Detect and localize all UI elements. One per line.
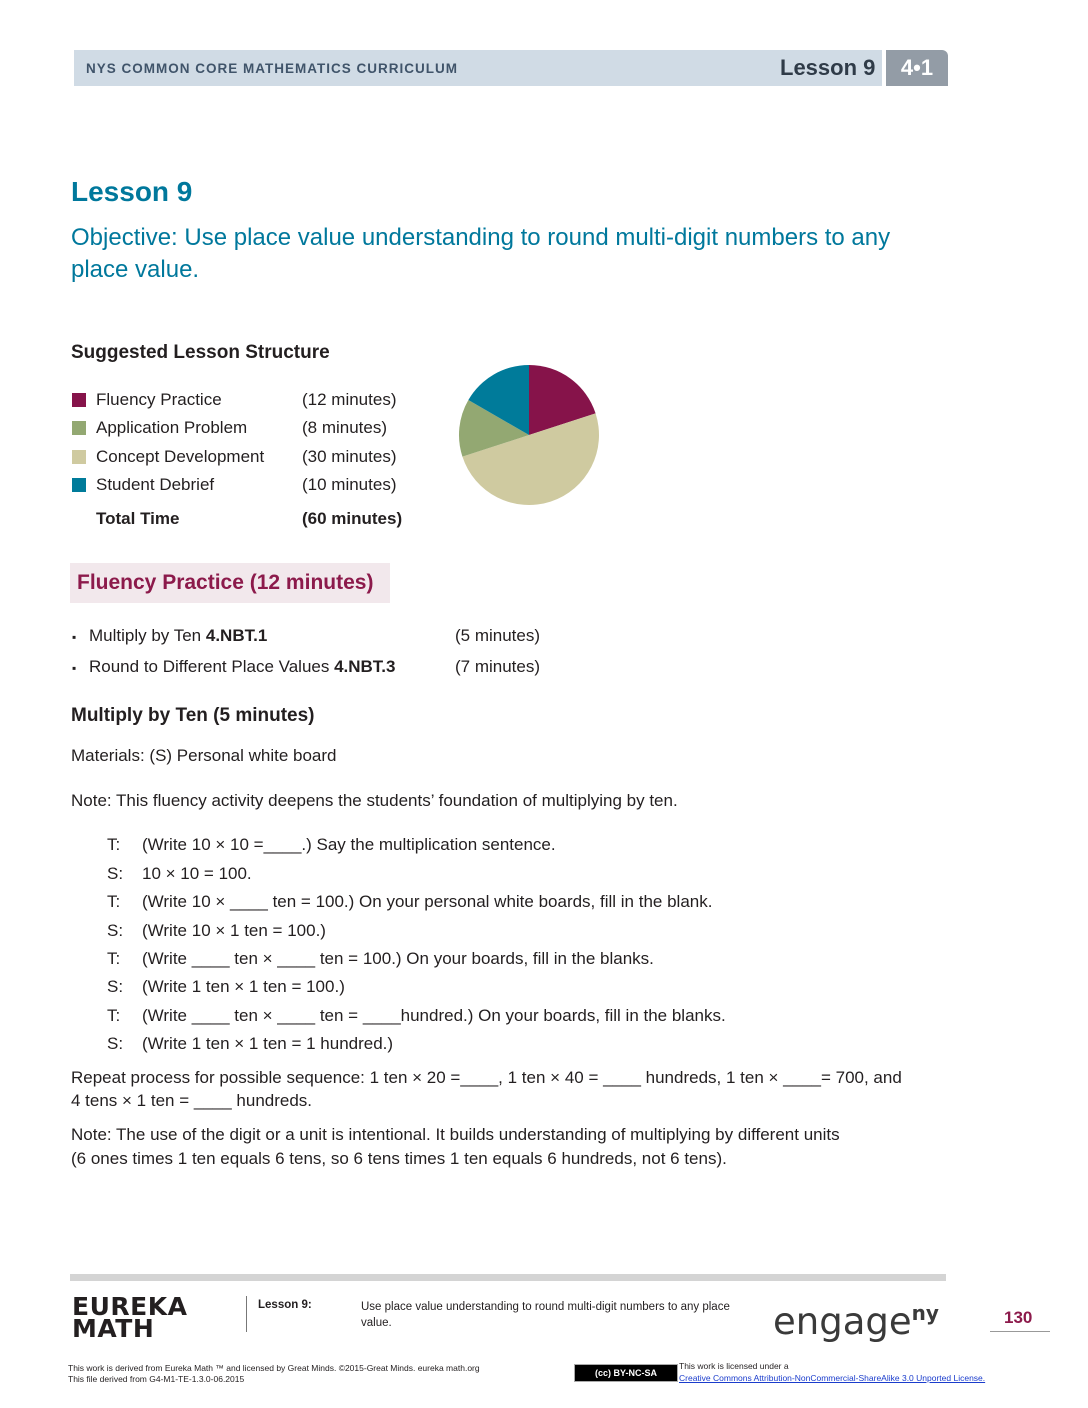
dialog-line bbox=[107, 1034, 393, 1054]
license-left bbox=[68, 1363, 480, 1385]
header-lesson: Lesson 9 bbox=[780, 55, 876, 80]
dialog-line bbox=[107, 864, 252, 884]
fluency-item-text: Round to Different Place Values bbox=[89, 657, 335, 676]
footer-lesson-label: Lesson 9: bbox=[258, 1299, 312, 1311]
dialog-text: (Write ____ ten × ____ ten = ____hundred.) On your boards, fill in the blanks. bbox=[142, 1006, 726, 1025]
objective: Objective: Use place value understanding to round multi-digit numbers to any place value. bbox=[71, 224, 891, 283]
module-badge: 4•1 bbox=[886, 50, 948, 86]
fluency-item bbox=[72, 657, 540, 679]
speaker: T: bbox=[107, 835, 121, 854]
speaker: T: bbox=[107, 949, 121, 968]
page-number: 130 bbox=[1004, 1308, 1033, 1327]
structure-total bbox=[72, 508, 402, 530]
speaker: S: bbox=[107, 977, 124, 996]
structure-item-label: Concept Development bbox=[96, 447, 265, 466]
dialog-line bbox=[107, 977, 345, 997]
fluency-item-standard: 4.NBT.3 bbox=[334, 657, 396, 676]
concept-swatch bbox=[72, 450, 86, 464]
cc-license-badge: (cc) BY-NC-SA bbox=[574, 1364, 678, 1382]
bullet-icon: ▪ bbox=[72, 661, 77, 675]
speaker: T: bbox=[107, 892, 121, 911]
fluency-swatch bbox=[72, 393, 86, 407]
structure-item-label: Student Debrief bbox=[96, 475, 215, 494]
structure-item-fluency bbox=[72, 389, 396, 411]
bullet-icon: ▪ bbox=[72, 630, 77, 644]
repeat-line-2: 4 tens × 1 ten = ____ hundreds. bbox=[71, 1091, 313, 1110]
speaker: S: bbox=[107, 864, 124, 883]
dialog-text: (Write 10 × ____ ten = 100.) On your personal white boards, fill in the blank. bbox=[142, 892, 713, 911]
engageny-logo bbox=[773, 1300, 939, 1343]
note-2-line-2: (6 ones times 1 ten equals 6 tens, so 6 tens times 1 ten equals 6 hundreds, not 6 tens). bbox=[71, 1149, 727, 1168]
note-2-line-1: Note: The use of the digit or a unit is intentional. It builds understanding of multiplying by different units bbox=[71, 1125, 840, 1144]
speaker: S: bbox=[107, 1034, 124, 1053]
structure-item-application bbox=[72, 417, 387, 439]
lesson-structure-pie-chart bbox=[456, 362, 602, 508]
eureka-logo-line-1: EUREKA bbox=[72, 1292, 188, 1321]
dialog-text: (Write 1 ten × 1 ten = 100.) bbox=[142, 977, 345, 996]
license-line-1: This work is derived from Eureka Math ™ and licensed by Great Minds. ©2015-Great Minds. eureka math.org bbox=[68, 1363, 480, 1373]
license-right bbox=[679, 1360, 985, 1384]
speaker: S: bbox=[107, 921, 124, 940]
structure-item-concept bbox=[72, 446, 396, 468]
total-time: (60 minutes) bbox=[302, 509, 403, 528]
fluency-item-text: Multiply by Ten bbox=[89, 626, 206, 645]
dialog-text: (Write 1 ten × 1 ten = 1 hundred.) bbox=[142, 1034, 394, 1053]
fluency-item-standard: 4.NBT.1 bbox=[205, 626, 268, 645]
license-right-line-1: This work is licensed under a bbox=[679, 1361, 789, 1371]
fluency-item bbox=[72, 626, 540, 648]
fluency-item-time: (7 minutes) bbox=[455, 657, 541, 676]
multiply-title: Multiply by Ten (5 minutes) bbox=[71, 705, 315, 726]
dialog-line bbox=[107, 892, 712, 912]
speaker: T: bbox=[107, 1006, 121, 1025]
dialog-line bbox=[107, 835, 556, 855]
structure-item-time: (10 minutes) bbox=[302, 475, 397, 494]
license-link[interactable]: Creative Commons Attribution-NonCommercial-ShareAlike 3.0 Unported License. bbox=[679, 1373, 986, 1383]
lesson-title: Lesson 9 bbox=[71, 176, 193, 207]
footer-rule bbox=[70, 1274, 946, 1281]
structure-item-time: (12 minutes) bbox=[302, 390, 397, 409]
note-1: Note: This fluency activity deepens the students’ foundation of multiplying by ten. bbox=[71, 791, 678, 810]
dialog-line bbox=[107, 921, 326, 941]
dialog-text: (Write ____ ten × ____ ten = 100.) On your boards, fill in the blanks. bbox=[142, 949, 654, 968]
structure-item-label: Application Problem bbox=[96, 418, 248, 437]
structure-title: Suggested Lesson Structure bbox=[71, 342, 330, 363]
materials: Materials: (S) Personal white board bbox=[71, 746, 337, 765]
application-swatch bbox=[72, 421, 86, 435]
dialog-line bbox=[107, 1006, 726, 1026]
structure-item-debrief bbox=[72, 474, 396, 496]
ny-text: ny bbox=[911, 1301, 939, 1325]
total-label: Total Time bbox=[96, 509, 180, 528]
curriculum-title: NYS COMMON CORE MATHEMATICS CURRICULUM bbox=[86, 61, 458, 76]
dialog-text: 10 × 10 = 100. bbox=[142, 864, 252, 883]
eureka-logo-line-2: MATH bbox=[72, 1314, 155, 1343]
eureka-math-logo bbox=[72, 1292, 188, 1343]
dialog-text: (Write 10 × 1 ten = 100.) bbox=[142, 921, 326, 940]
structure-item-time: (30 minutes) bbox=[302, 447, 397, 466]
page-number-rule bbox=[990, 1331, 1050, 1332]
dialog-line bbox=[107, 949, 654, 969]
engage-text: engage bbox=[773, 1300, 912, 1343]
debrief-swatch bbox=[72, 478, 86, 492]
structure-item-time: (8 minutes) bbox=[302, 418, 388, 437]
footer-divider bbox=[246, 1296, 247, 1332]
repeat-line-1: Repeat process for possible sequence: 1 ten × 20 =____, 1 ten × 40 = ____ hundreds, 1 ten × ____= 700, and bbox=[71, 1068, 902, 1087]
dialog-text: (Write 10 × 10 =____.) Say the multiplication sentence. bbox=[142, 835, 556, 854]
fluency-item-time: (5 minutes) bbox=[455, 626, 541, 645]
fluency-title: Fluency Practice (12 minutes) bbox=[77, 571, 374, 594]
license-line-2: This file derived from G4-M1-TE-1.3.0-06.2015 bbox=[68, 1374, 245, 1384]
footer-objective: Use place value understanding to round multi-digit numbers to any place value. bbox=[361, 1301, 730, 1329]
structure-item-label: Fluency Practice bbox=[96, 390, 222, 409]
